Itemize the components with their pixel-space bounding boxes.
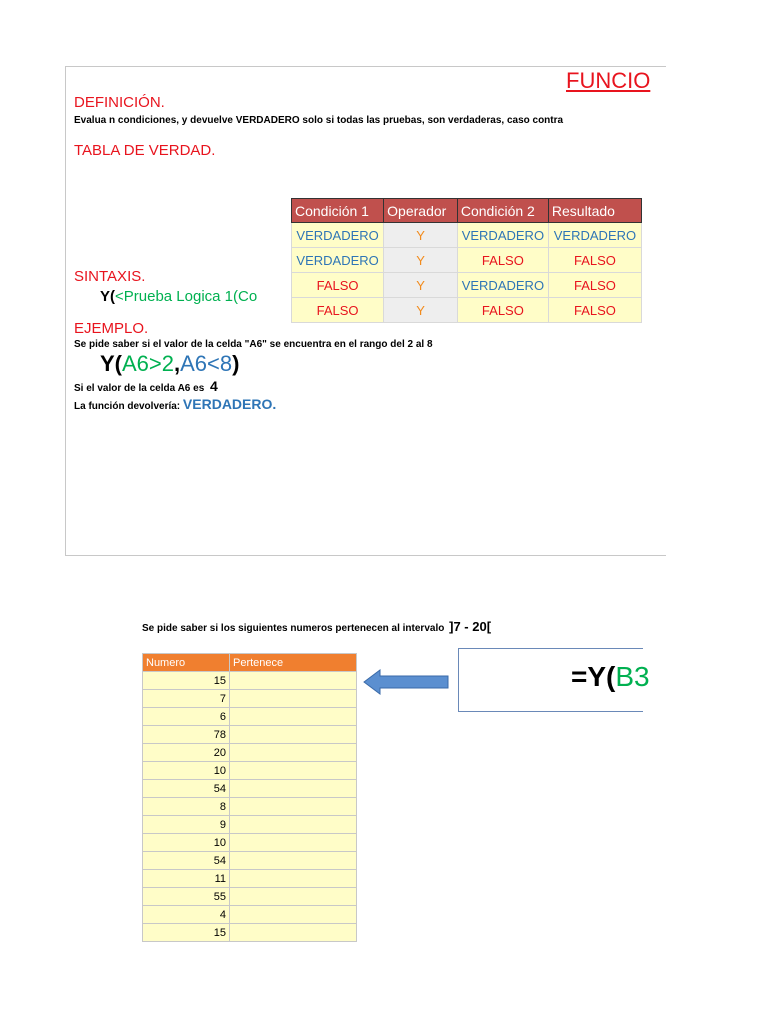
table-row: [143, 690, 357, 708]
numero-cell[interactable]: 4: [143, 906, 230, 924]
example-formula-arg1: A6>2: [122, 351, 174, 376]
pertenece-cell[interactable]: [230, 888, 357, 906]
truth-cell: VERDADERO: [292, 223, 384, 248]
table-row: [143, 798, 357, 816]
pertenece-cell[interactable]: [230, 690, 357, 708]
exercise-question: [142, 619, 491, 634]
left-arrow-icon: [364, 669, 450, 695]
truth-table-header-row: [292, 199, 642, 223]
example-result-label: La función devolvería:: [74, 401, 181, 412]
table-row: [143, 852, 357, 870]
truth-cell: FALSO: [548, 298, 641, 323]
truth-header-condicion2: Condición 2: [457, 199, 548, 223]
table-row: [143, 924, 357, 942]
truth-cell: VERDADERO: [292, 248, 384, 273]
truth-cell: FALSO: [292, 298, 384, 323]
pertenece-cell[interactable]: [230, 798, 357, 816]
formula-text: [571, 661, 650, 693]
numero-cell[interactable]: 54: [143, 780, 230, 798]
table-row: [143, 780, 357, 798]
table-row: [143, 726, 357, 744]
table-row: [143, 708, 357, 726]
example-heading: EJEMPLO.: [74, 320, 149, 337]
table-row: [143, 906, 357, 924]
definition-text-pre: Evalua n condiciones, y devuelve: [74, 115, 236, 126]
example-formula-y: Y(: [100, 351, 122, 376]
numero-cell[interactable]: 78: [143, 726, 230, 744]
example-value-label: Si el valor de la celda A6 es: [74, 383, 205, 394]
truth-cell: FALSO: [457, 298, 548, 323]
truth-cell: VERDADERO: [548, 223, 641, 248]
exercise-question-text: Se pide saber si los siguientes numeros pertenecen al intervalo: [142, 623, 445, 634]
page-title: FUNCIO: [566, 68, 651, 93]
pertenece-cell[interactable]: [230, 906, 357, 924]
table-row: [143, 762, 357, 780]
truth-header-operador: Operador: [384, 199, 458, 223]
truth-cell: Y: [384, 273, 458, 298]
definition-text-post: solo si todas las pruebas, son verdaderas, caso contra: [299, 115, 564, 126]
formula-prefix: =Y(: [571, 661, 616, 692]
formula-cell: B3: [615, 661, 650, 692]
header-numero: Numero: [143, 654, 230, 672]
exercise-interval: ]7 - 20[: [449, 619, 492, 634]
truth-cell: Y: [384, 223, 458, 248]
example-question: Se pide saber si el valor de la celda "A6" se encuentra en el rango del 2 al 8: [74, 339, 433, 350]
truth-table-heading: TABLA DE VERDAD.: [74, 142, 216, 159]
header-pertenece: Pertenece: [230, 654, 357, 672]
numero-cell[interactable]: 15: [143, 672, 230, 690]
pertenece-cell[interactable]: [230, 852, 357, 870]
definition-heading: DEFINICIÓN.: [74, 94, 165, 111]
pertenece-cell[interactable]: [230, 762, 357, 780]
pertenece-cell[interactable]: [230, 708, 357, 726]
truth-cell: VERDADERO: [457, 223, 548, 248]
pertenece-cell[interactable]: [230, 726, 357, 744]
example-formula-arg2: A6<8: [180, 351, 233, 376]
numero-cell[interactable]: 6: [143, 708, 230, 726]
numbers-table: [142, 653, 357, 942]
definition-text-bold: VERDADERO: [235, 115, 300, 126]
truth-table: [291, 198, 642, 323]
example-formula-close: ): [232, 351, 240, 376]
truth-cell: Y: [384, 298, 458, 323]
truth-table-row: [292, 223, 642, 248]
pertenece-cell[interactable]: [230, 780, 357, 798]
pertenece-cell[interactable]: [230, 870, 357, 888]
example-value: 4: [210, 378, 218, 394]
syntax-arg: <Prueba Logica 1(Co: [115, 288, 258, 305]
numero-cell[interactable]: 8: [143, 798, 230, 816]
truth-table-row: [292, 248, 642, 273]
pertenece-cell[interactable]: [230, 672, 357, 690]
syntax-formula: [100, 288, 290, 305]
table-row: [143, 816, 357, 834]
example-value-line: [74, 378, 218, 394]
numero-cell[interactable]: 15: [143, 924, 230, 942]
truth-cell: VERDADERO: [457, 273, 548, 298]
pertenece-cell[interactable]: [230, 924, 357, 942]
numero-cell[interactable]: 55: [143, 888, 230, 906]
numero-cell[interactable]: 9: [143, 816, 230, 834]
sheet-viewport: [0, 0, 651, 560]
truth-cell: FALSO: [548, 248, 641, 273]
pertenece-cell[interactable]: [230, 816, 357, 834]
table-row: [143, 834, 357, 852]
truth-cell: Y: [384, 248, 458, 273]
truth-table-row: [292, 273, 642, 298]
numero-cell[interactable]: 54: [143, 852, 230, 870]
numero-cell[interactable]: 11: [143, 870, 230, 888]
numbers-body: [143, 672, 357, 942]
table-row: [143, 888, 357, 906]
pertenece-cell[interactable]: [230, 744, 357, 762]
table-row: [143, 744, 357, 762]
example-result-line: [74, 396, 276, 412]
numbers-header-row: [143, 654, 357, 672]
numero-cell[interactable]: 7: [143, 690, 230, 708]
truth-header-condicion1: Condición 1: [292, 199, 384, 223]
example-formula-comma: ,: [174, 351, 181, 376]
numero-cell[interactable]: 10: [143, 762, 230, 780]
truth-cell: FALSO: [548, 273, 641, 298]
table-row: [143, 672, 357, 690]
syntax-heading: SINTAXIS.: [74, 268, 146, 285]
truth-table-row: [292, 298, 642, 323]
truth-header-resultado: Resultado: [548, 199, 641, 223]
truth-cell: FALSO: [457, 248, 548, 273]
formula-box: [458, 648, 650, 712]
syntax-func: Y(: [100, 288, 115, 305]
numero-cell[interactable]: 10: [143, 834, 230, 852]
definition-text: [74, 115, 563, 126]
numero-cell[interactable]: 20: [143, 744, 230, 762]
table-row: [143, 870, 357, 888]
example-formula: [100, 351, 239, 377]
example-result: VERDADERO.: [182, 396, 277, 412]
truth-cell: FALSO: [292, 273, 384, 298]
pertenece-cell[interactable]: [230, 834, 357, 852]
